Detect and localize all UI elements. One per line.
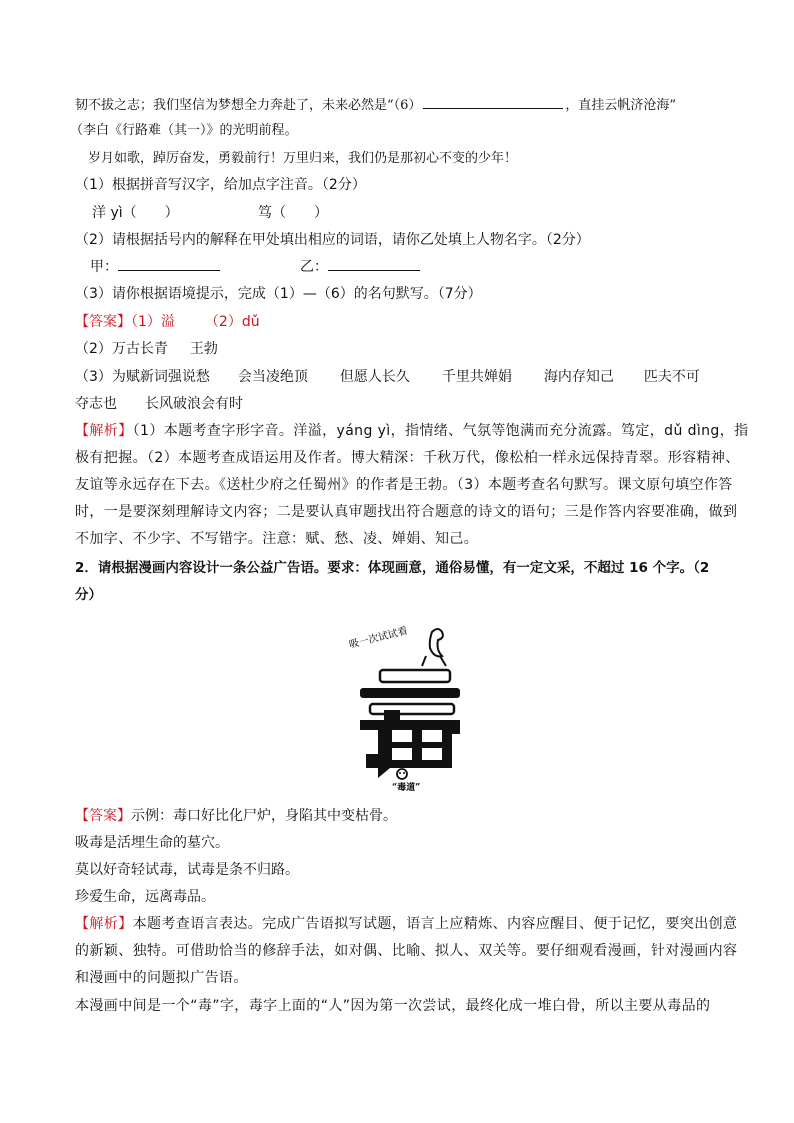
answer2-line1: 【答案】示例：毒口好比化尸炉，身陷其中变枯骨。	[75, 808, 397, 824]
answer2-line2: 吸毒是活埋生命的墓穴。	[75, 835, 229, 851]
poison-character-drawing	[340, 612, 480, 792]
analysis1-line2: 极有把握。（2）本题考查成语运用及作者。博大精深：千秋万代，像松柏一样永远保持青翠。形容精神、	[75, 450, 740, 466]
analysis1-line4: 时，一是要深刻理解诗文内容；二是要认真审题找出符合题意的诗文的语句；三是作答内容要准确，做到	[75, 504, 738, 520]
char-stroke-3	[370, 704, 454, 714]
answer2-line3: 莫以好奇轻试毒，试毒是条不归路。	[75, 862, 299, 878]
yi-blank	[328, 256, 420, 271]
skull-icon	[397, 769, 407, 779]
jia-blank	[118, 256, 220, 271]
poem-line-3: 岁月如歌，踔厉奋发，勇毅前行！万里归来，我们仍是那初心不变的少年！	[88, 151, 518, 166]
analysis2-line1: 【解析】本题考查语言表达。完成广告语拟写试题，语言上应精炼、内容应醒目、便于记忆，要突出创意	[75, 916, 738, 932]
char-body	[360, 710, 460, 778]
analysis1-line1: 【解析】（1）本题考查字形字音。洋溢，yáng yì，指情绪、气氛等饱满而充分流露。笃定，dǔ dìng，指	[75, 423, 749, 439]
answer-tag: 【答案】	[75, 314, 131, 330]
cartoon-illustration	[340, 612, 480, 792]
person-figure	[430, 629, 443, 656]
q1-item-b: 笃（ ）	[258, 205, 328, 221]
analysis2-line3: 和漫画中的问题拟广告语。	[75, 970, 248, 986]
char-hole-2	[422, 730, 442, 742]
q2-prompt-line2: 分）	[75, 587, 102, 603]
answer1-line4: 夺志也 长风破浪会有时	[75, 396, 243, 412]
poem-line-2: （李白《行路难（其一）》的光明前程。	[70, 123, 298, 138]
char-hole-4	[422, 748, 442, 760]
analysis2-line4: 本漫画中间是一个“毒”字，毒字上面的“人”因为第一次尝试，最终化成一堆白骨，所以主要从毒品的	[75, 998, 711, 1014]
analysis2-line2: 的新颖、独特。可借助恰当的修辞手法，如对偶、比喻、拟人、双关等。要仔细观看漫画，针对漫画内容	[75, 943, 738, 959]
analysis-tag: 【解析】	[75, 423, 133, 439]
caption-top: 吸一次试试看	[348, 625, 409, 651]
person-legs	[422, 656, 446, 666]
char-stroke-2	[360, 688, 460, 698]
char-hole-1	[392, 730, 412, 742]
analysis2-tag: 【解析】	[75, 916, 133, 932]
q1-part3: （3）请你根据语境提示，完成（1）—（6）的名句默写。（7分）	[75, 286, 482, 302]
blank-6	[423, 94, 563, 109]
poem-line-1: 韧不拔之志；我们坚信为梦想全力奔赴了，未来必然是“（6） ，直挂云帆济沧海”	[75, 94, 676, 117]
answer2-line4: 珍爱生命，远离毒品。	[75, 889, 215, 905]
answer2-tag: 【答案】	[75, 808, 131, 824]
q2-prompt-line1: 2．请根据漫画内容设计一条公益广告语。要求：体现画意，通俗易懂，有一定文采，不超过 16 个字。（2	[75, 560, 710, 576]
caption-bottom: “毒道”	[392, 783, 421, 792]
char-stroke-1	[380, 670, 450, 682]
q1-part1: （1）根据拼音写汉字，给加点字注音。（2分）	[75, 177, 366, 193]
analysis1-line5: 不加字、不少字、不写错字。注意：赋、愁、凌、婵娟、知己。	[75, 531, 479, 547]
char-hole-3	[392, 748, 412, 760]
answer1-line3: （3）为赋新词强说愁 会当凌绝顶 但愿人长久 千里共婵娟 海内存知己 匹夫不可	[75, 369, 700, 385]
answer1-line2: （2）万古长青 王勃	[75, 341, 218, 357]
q1-jia: 甲：	[90, 256, 220, 278]
q1-part2: （2）请根据括号内的解释在甲处填出相应的词语，请你乙处填上人物名字。（2分）	[75, 232, 590, 248]
q1-yi: 乙：	[300, 256, 420, 278]
answer1-line1: 【答案】（1）溢 （2）dǔ	[75, 314, 260, 330]
q1-item-a: 洋 yì（ ）	[92, 205, 179, 221]
analysis1-line3: 友谊等永远存在下去。《送杜少府之任蜀州》的作者是王勃。（3）本题考查名句默写。课文原句填空作答	[75, 477, 733, 493]
